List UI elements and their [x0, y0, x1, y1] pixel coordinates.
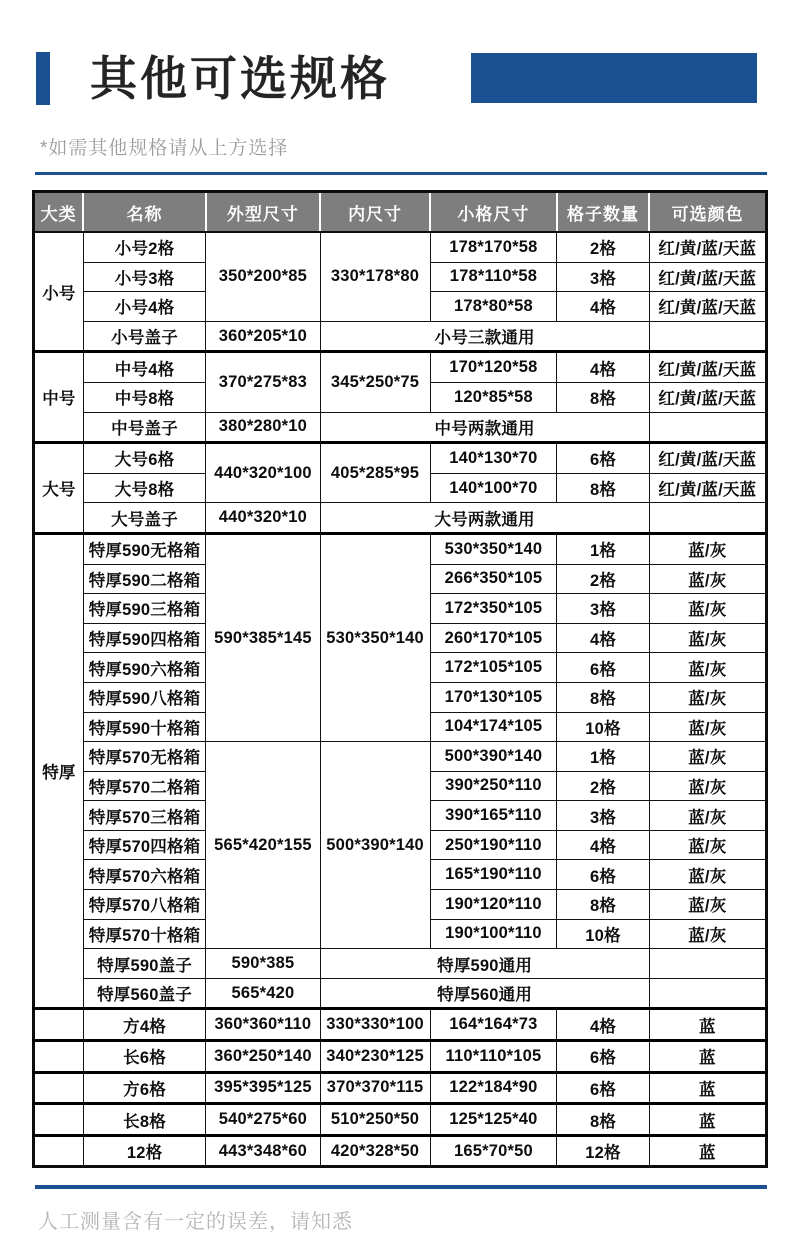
table-cell: 6格 [557, 1041, 649, 1073]
title-accent-bar [36, 52, 50, 105]
table-cell: 中号盖子 [83, 412, 205, 443]
spec-table-wrapper [32, 190, 768, 1168]
table-cell: 6格 [557, 653, 649, 683]
table-cell: 590*385 [206, 949, 320, 979]
table-cell: 190*120*110 [430, 890, 557, 920]
table-cell [649, 949, 766, 979]
table-cell: 6格 [557, 443, 649, 474]
table-cell: 330*330*100 [320, 1009, 430, 1041]
table-cell [34, 1104, 84, 1136]
table-cell: 蓝/灰 [649, 771, 766, 801]
table-row [34, 533, 767, 564]
table-cell: 蓝/灰 [649, 653, 766, 683]
table-cell: 小号盖子 [83, 321, 205, 352]
table-cell: 8格 [557, 1104, 649, 1136]
table-row [34, 1041, 767, 1073]
table-cell [34, 1041, 84, 1073]
table-cell: 中号8格 [83, 382, 205, 412]
title-row [0, 0, 800, 106]
table-cell: 小号4格 [83, 292, 205, 322]
table-cell: 大号 [34, 443, 84, 534]
table-cell: 12格 [557, 1135, 649, 1167]
table-cell: 蓝/灰 [649, 712, 766, 742]
table-cell: 特厚570六格箱 [83, 860, 205, 890]
table-cell: 长8格 [83, 1104, 205, 1136]
table-cell [649, 503, 766, 534]
table-cell: 特厚570十格箱 [83, 919, 205, 949]
table-cell: 中号两款通用 [320, 412, 649, 443]
column-header: 外型尺寸 [206, 192, 320, 233]
table-cell: 特厚590通用 [320, 949, 649, 979]
table-cell: 395*395*125 [206, 1072, 320, 1104]
table-cell: 4格 [557, 352, 649, 383]
table-cell: 345*250*75 [320, 352, 430, 412]
table-cell: 蓝/灰 [649, 919, 766, 949]
page-title: 其他可选规格 [90, 51, 390, 105]
table-cell: 330*178*80 [320, 232, 430, 321]
table-cell: 大号盖子 [83, 503, 205, 534]
table-cell: 6格 [557, 860, 649, 890]
table-cell: 蓝/灰 [649, 801, 766, 831]
table-row [34, 352, 767, 383]
table-cell: 特厚570三格箱 [83, 801, 205, 831]
table-cell: 140*100*70 [430, 473, 557, 503]
footer-note: 人工测量含有一定的误差，请知悉 [38, 1210, 353, 1233]
table-cell: 特厚590八格箱 [83, 682, 205, 712]
subtitle-note: *如需其他规格请从上方选择 [40, 138, 289, 159]
table-cell: 530*350*140 [320, 533, 430, 741]
table-cell: 4格 [557, 623, 649, 653]
table-cell: 红/黄/蓝/天蓝 [649, 382, 766, 412]
table-cell: 2格 [557, 771, 649, 801]
table-cell: 特厚570四格箱 [83, 830, 205, 860]
table-cell: 3格 [557, 801, 649, 831]
table-cell: 380*280*10 [206, 412, 320, 443]
table-row [34, 232, 767, 262]
column-header: 可选颜色 [649, 192, 766, 233]
table-cell [34, 1135, 84, 1167]
table-cell: 蓝 [649, 1104, 766, 1136]
table-cell: 125*125*40 [430, 1104, 557, 1136]
table-cell: 红/黄/蓝/天蓝 [649, 473, 766, 503]
column-header: 小格尺寸 [430, 192, 557, 233]
table-cell: 590*385*145 [206, 533, 320, 741]
table-cell: 特厚 [34, 533, 84, 1009]
table-cell: 120*85*58 [430, 382, 557, 412]
table-cell: 3格 [557, 262, 649, 292]
table-cell: 530*350*140 [430, 533, 557, 564]
table-cell: 红/黄/蓝/天蓝 [649, 232, 766, 262]
table-cell: 长6格 [83, 1041, 205, 1073]
table-cell: 红/黄/蓝/天蓝 [649, 443, 766, 474]
table-cell: 特厚560盖子 [83, 978, 205, 1009]
table-cell: 565*420 [206, 978, 320, 1009]
table-cell: 190*100*110 [430, 919, 557, 949]
table-cell: 172*350*105 [430, 594, 557, 624]
table-cell: 蓝/灰 [649, 594, 766, 624]
table-cell: 360*360*110 [206, 1009, 320, 1041]
table-cell: 420*328*50 [320, 1135, 430, 1167]
table-cell: 164*164*73 [430, 1009, 557, 1041]
column-header: 内尺寸 [320, 192, 430, 233]
table-cell: 红/黄/蓝/天蓝 [649, 292, 766, 322]
table-row [34, 1135, 767, 1167]
table-row [34, 1104, 767, 1136]
table-cell: 8格 [557, 682, 649, 712]
table-cell: 方4格 [83, 1009, 205, 1041]
table-cell: 小号3格 [83, 262, 205, 292]
column-header: 大类 [34, 192, 84, 233]
table-cell: 500*390*140 [320, 742, 430, 949]
table-cell: 中号 [34, 352, 84, 443]
table-cell: 8格 [557, 890, 649, 920]
table-cell: 6格 [557, 1072, 649, 1104]
table-cell: 250*190*110 [430, 830, 557, 860]
table-cell: 500*390*140 [430, 742, 557, 772]
table-cell: 565*420*155 [206, 742, 320, 949]
table-cell: 165*70*50 [430, 1135, 557, 1167]
table-cell: 蓝/灰 [649, 890, 766, 920]
table-cell: 4格 [557, 830, 649, 860]
table-cell: 104*174*105 [430, 712, 557, 742]
table-cell: 特厚590三格箱 [83, 594, 205, 624]
table-cell: 小号2格 [83, 232, 205, 262]
table-cell: 1格 [557, 533, 649, 564]
table-cell: 特厚570无格箱 [83, 742, 205, 772]
title-decoration-rect [471, 53, 757, 103]
table-cell: 小号三款通用 [320, 321, 649, 352]
table-cell: 方6格 [83, 1072, 205, 1104]
table-cell: 370*275*83 [206, 352, 320, 412]
table-row [34, 503, 767, 534]
table-cell: 360*250*140 [206, 1041, 320, 1073]
table-cell: 10格 [557, 712, 649, 742]
table-cell: 蓝/灰 [649, 742, 766, 772]
table-row [34, 978, 767, 1009]
table-cell: 110*110*105 [430, 1041, 557, 1073]
table-cell: 特厚590六格箱 [83, 653, 205, 683]
table-cell: 260*170*105 [430, 623, 557, 653]
table-row [34, 1072, 767, 1104]
table-cell: 440*320*100 [206, 443, 320, 503]
table-cell: 红/黄/蓝/天蓝 [649, 262, 766, 292]
table-cell: 540*275*60 [206, 1104, 320, 1136]
table-cell: 2格 [557, 564, 649, 594]
table-cell: 中号4格 [83, 352, 205, 383]
table-cell [649, 321, 766, 352]
table-row [34, 742, 767, 772]
table-row [34, 1009, 767, 1041]
table-cell: 165*190*110 [430, 860, 557, 890]
table-cell: 12格 [83, 1135, 205, 1167]
table-cell: 122*184*90 [430, 1072, 557, 1104]
table-cell: 大号6格 [83, 443, 205, 474]
table-cell: 10格 [557, 919, 649, 949]
table-cell: 8格 [557, 473, 649, 503]
table-cell: 4格 [557, 292, 649, 322]
table-cell: 170*130*105 [430, 682, 557, 712]
table-cell: 蓝/灰 [649, 682, 766, 712]
table-cell: 4格 [557, 1009, 649, 1041]
table-cell: 特厚590无格箱 [83, 533, 205, 564]
table-cell: 1格 [557, 742, 649, 772]
table-cell [649, 978, 766, 1009]
table-cell: 蓝 [649, 1041, 766, 1073]
table-cell: 170*120*58 [430, 352, 557, 383]
table-cell: 特厚590四格箱 [83, 623, 205, 653]
table-cell: 390*250*110 [430, 771, 557, 801]
table-cell: 红/黄/蓝/天蓝 [649, 352, 766, 383]
table-cell: 140*130*70 [430, 443, 557, 474]
spec-table [32, 190, 768, 1168]
table-row [34, 321, 767, 352]
table-row [34, 949, 767, 979]
table-cell: 大号8格 [83, 473, 205, 503]
table-cell: 3格 [557, 594, 649, 624]
table-cell: 特厚590二格箱 [83, 564, 205, 594]
table-row [34, 412, 767, 443]
column-header: 名称 [83, 192, 205, 233]
table-cell: 340*230*125 [320, 1041, 430, 1073]
table-cell: 特厚590十格箱 [83, 712, 205, 742]
table-cell: 蓝/灰 [649, 623, 766, 653]
table-cell: 蓝/灰 [649, 533, 766, 564]
table-cell: 蓝/灰 [649, 564, 766, 594]
table-cell: 特厚570八格箱 [83, 890, 205, 920]
table-row [34, 443, 767, 474]
table-cell: 8格 [557, 382, 649, 412]
table-header-row [34, 192, 767, 233]
table-cell: 蓝/灰 [649, 860, 766, 890]
table-cell: 350*200*85 [206, 232, 320, 321]
table-cell: 小号 [34, 232, 84, 352]
table-cell [34, 1009, 84, 1041]
table-cell: 特厚570二格箱 [83, 771, 205, 801]
table-cell: 蓝 [649, 1072, 766, 1104]
table-cell: 178*170*58 [430, 232, 557, 262]
table-cell [649, 412, 766, 443]
table-cell: 大号两款通用 [320, 503, 649, 534]
table-cell: 510*250*50 [320, 1104, 430, 1136]
table-cell: 360*205*10 [206, 321, 320, 352]
table-cell: 2格 [557, 232, 649, 262]
table-cell: 440*320*10 [206, 503, 320, 534]
table-cell: 370*370*115 [320, 1072, 430, 1104]
table-cell: 178*80*58 [430, 292, 557, 322]
table-cell: 266*350*105 [430, 564, 557, 594]
table-cell: 172*105*105 [430, 653, 557, 683]
column-header: 格子数量 [557, 192, 649, 233]
table-cell [34, 1072, 84, 1104]
table-cell: 178*110*58 [430, 262, 557, 292]
table-cell: 特厚560通用 [320, 978, 649, 1009]
table-cell: 蓝 [649, 1009, 766, 1041]
table-cell: 蓝 [649, 1135, 766, 1167]
table-cell: 405*285*95 [320, 443, 430, 503]
bottom-divider-line [35, 1185, 767, 1189]
table-cell: 特厚590盖子 [83, 949, 205, 979]
top-divider-line [35, 172, 767, 175]
table-cell: 390*165*110 [430, 801, 557, 831]
table-cell: 蓝/灰 [649, 830, 766, 860]
table-cell: 443*348*60 [206, 1135, 320, 1167]
